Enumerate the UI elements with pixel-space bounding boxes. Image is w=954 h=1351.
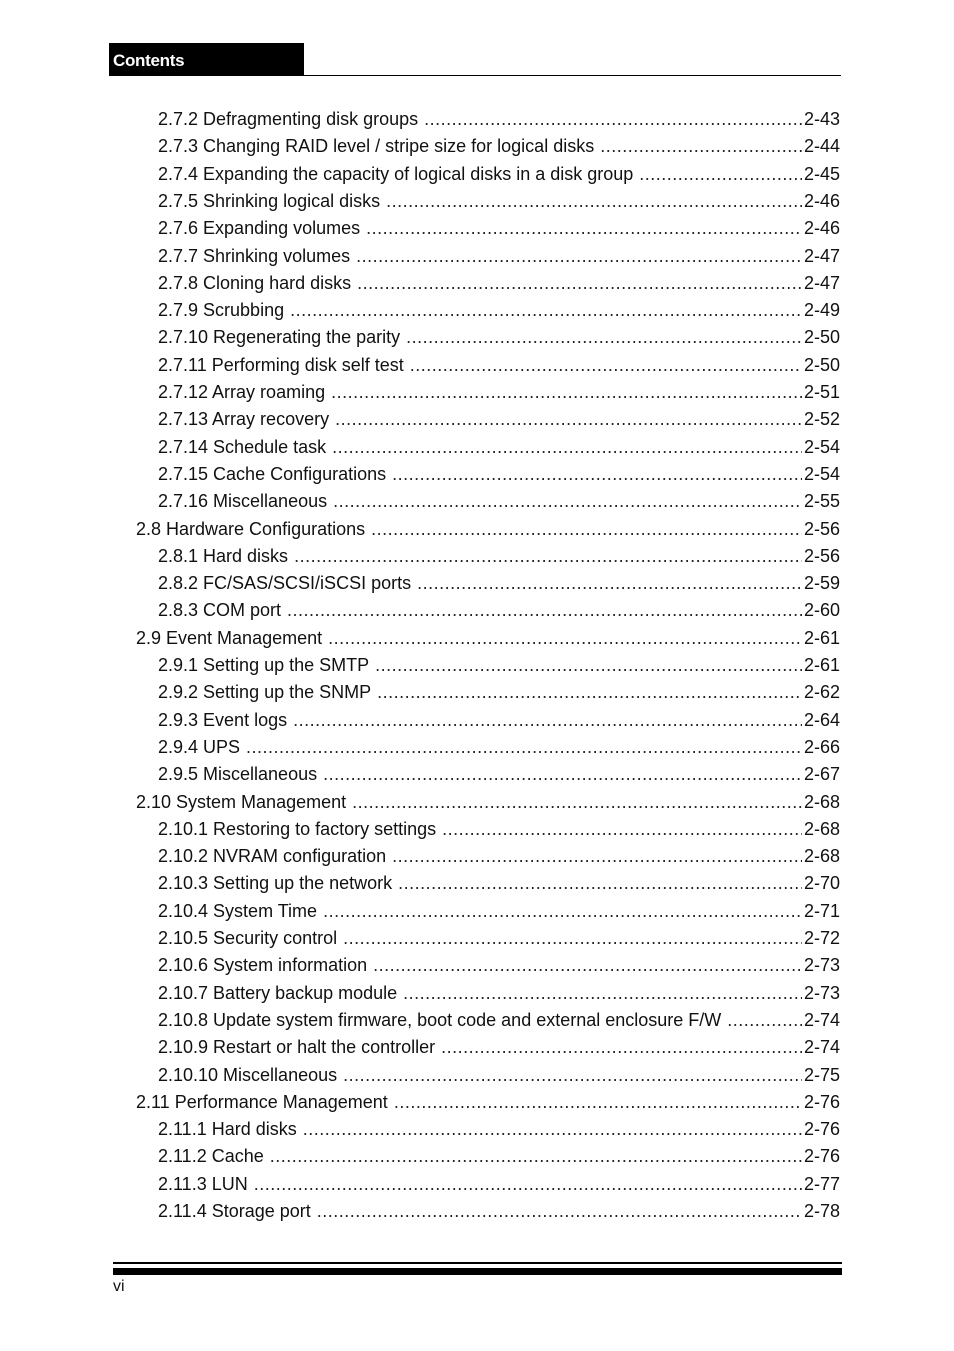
toc-subsection-entry[interactable] xyxy=(158,652,840,679)
toc-entry-page: 2-56 xyxy=(803,545,840,566)
toc-entry-title: 2.10.8 Update system firmware, boot code and external enclosure F/W xyxy=(158,1009,722,1030)
section-title: Contents xyxy=(113,51,185,70)
toc-entry-title: 2.11.3 LUN xyxy=(158,1173,248,1194)
toc-dot-leader xyxy=(290,297,802,324)
toc-entry-title: 2.7.4 Expanding the capacity of logical disks in a disk group xyxy=(158,163,634,184)
toc-dot-leader xyxy=(303,1116,802,1143)
toc-dot-leader xyxy=(424,106,802,133)
toc-dot-leader xyxy=(270,1143,802,1170)
toc-entry-title: 2.7.2 Defragmenting disk groups xyxy=(158,109,419,129)
toc-entry-title: 2.11.2 Cache xyxy=(158,1146,264,1167)
toc-entry-title: 2.9.4 UPS xyxy=(158,736,241,757)
toc-entry-title: 2.9.1 Setting up the SMTP xyxy=(158,655,370,675)
toc-dot-leader xyxy=(331,379,802,406)
toc-entry-page: 2-51 xyxy=(803,382,840,402)
toc-entry-page: 2-52 xyxy=(803,409,840,430)
toc-entry-page: 2-67 xyxy=(803,764,840,785)
toc-entry-page: 2-47 xyxy=(803,272,840,293)
page-number: vi xyxy=(113,1278,125,1295)
toc-subsection-entry[interactable] xyxy=(158,352,840,379)
toc-subsection-entry[interactable] xyxy=(158,898,840,925)
toc-entry-page: 2-76 xyxy=(803,1091,840,1112)
toc-entry-page: 2-68 xyxy=(803,791,840,812)
toc-entry-page: 2-61 xyxy=(803,655,840,675)
toc-entry-title: 2.10.3 Setting up the network xyxy=(158,873,393,894)
toc-entry-page: 2-54 xyxy=(803,436,840,457)
toc-entry-title: 2.8 Hardware Configurations xyxy=(136,518,366,539)
toc-entry-page: 2-60 xyxy=(803,600,840,621)
toc-subsection-entry[interactable] xyxy=(158,379,840,406)
toc-entry-title: 2.7.5 Shrinking logical disks xyxy=(158,190,381,211)
toc-subsection-entry[interactable] xyxy=(158,1143,840,1170)
toc-entry-title: 2.9.5 Miscellaneous xyxy=(158,764,318,785)
toc-dot-leader xyxy=(403,980,802,1007)
toc-subsection-entry[interactable] xyxy=(158,761,840,788)
toc-entry-page: 2-54 xyxy=(803,463,840,484)
toc-dot-leader xyxy=(332,434,802,461)
toc-entry-page: 2-46 xyxy=(803,218,840,239)
toc-entry-page: 2-70 xyxy=(803,873,840,894)
toc-entry-title: 2.10.4 System Time xyxy=(158,900,318,921)
toc-dot-leader xyxy=(254,1171,802,1198)
toc-dot-leader xyxy=(386,188,802,215)
toc-entry-title: 2.7.8 Cloning hard disks xyxy=(158,272,352,293)
toc-dot-leader xyxy=(442,816,802,843)
toc-subsection-entry[interactable] xyxy=(158,1007,840,1034)
toc-subsection-entry[interactable] xyxy=(158,215,840,242)
toc-entry-page: 2-75 xyxy=(803,1064,840,1085)
toc-subsection-entry[interactable] xyxy=(158,406,840,433)
toc-dot-leader xyxy=(352,789,802,816)
toc-subsection-entry[interactable] xyxy=(158,1116,840,1143)
toc-dot-leader xyxy=(323,898,802,925)
toc-dot-leader xyxy=(323,761,802,788)
toc-entry-title: 2.7.6 Expanding volumes xyxy=(158,218,361,239)
toc-entry-page: 2-56 xyxy=(803,518,840,539)
toc-dot-leader xyxy=(366,215,802,242)
toc-entry-page: 2-76 xyxy=(803,1119,840,1140)
toc-entry-title: 2.11.1 Hard disks xyxy=(158,1119,297,1140)
toc-subsection-entry[interactable] xyxy=(158,161,840,188)
toc-entry-page: 2-45 xyxy=(803,163,840,184)
toc-entry-page: 2-61 xyxy=(803,627,840,648)
toc-entry-page: 2-68 xyxy=(803,818,840,839)
toc-section-entry[interactable] xyxy=(136,1089,840,1116)
toc-entry-title: 2.7.11 Performing disk self test xyxy=(158,354,404,375)
toc-entry-title: 2.7.15 Cache Configurations xyxy=(158,463,387,484)
toc-dot-leader xyxy=(410,352,802,379)
toc-entry-title: 2.11.4 Storage port xyxy=(158,1201,311,1221)
toc-dot-leader xyxy=(639,161,802,188)
toc-entry-title: 2.8.1 Hard disks xyxy=(158,545,289,566)
toc-entry-page: 2-76 xyxy=(803,1146,840,1167)
toc-entry-title: 2.7.3 Changing RAID level / stripe size for logical disks xyxy=(158,136,595,157)
toc-entry-page: 2-55 xyxy=(803,491,840,512)
toc-subsection-entry[interactable] xyxy=(158,1062,840,1089)
section-header-tab xyxy=(109,43,304,76)
toc-subsection-entry[interactable] xyxy=(158,1034,840,1061)
toc-subsection-entry[interactable] xyxy=(158,816,840,843)
toc-subsection-entry[interactable] xyxy=(158,734,840,761)
toc-subsection-entry[interactable] xyxy=(158,297,840,324)
toc-entry-title: 2.10.9 Restart or halt the controller xyxy=(158,1037,436,1058)
toc-entry-title: 2.10.1 Restoring to factory settings xyxy=(158,818,437,839)
toc-dot-leader xyxy=(328,625,802,652)
toc-entry-title: 2.8.2 FC/SAS/SCSI/iSCSI ports xyxy=(158,573,412,594)
toc-entry-title: 2.9 Event Management xyxy=(136,627,323,648)
toc-entry-title: 2.7.9 Scrubbing xyxy=(158,300,285,321)
toc-entry-title: 2.7.14 Schedule task xyxy=(158,436,327,457)
toc-subsection-entry[interactable] xyxy=(158,597,840,624)
toc-dot-leader xyxy=(417,570,802,597)
toc-entry-page: 2-59 xyxy=(803,573,840,594)
toc-entry-page: 2-72 xyxy=(803,928,840,948)
toc-subsection-entry[interactable] xyxy=(158,324,840,351)
toc-entry-page: 2-47 xyxy=(803,245,840,266)
toc-dot-leader xyxy=(371,516,802,543)
toc-entry-title: 2.11 Performance Management xyxy=(136,1091,388,1112)
toc-subsection-entry[interactable] xyxy=(158,1171,840,1198)
toc-subsection-entry[interactable] xyxy=(158,679,840,706)
toc-subsection-entry[interactable] xyxy=(158,270,840,297)
toc-entry-page: 2-46 xyxy=(803,190,840,211)
toc-subsection-entry[interactable] xyxy=(158,843,840,870)
toc-dot-leader xyxy=(293,707,802,734)
toc-section-entry[interactable] xyxy=(136,789,840,816)
toc-dot-leader xyxy=(398,870,802,897)
toc-entry-title: 2.10.6 System information xyxy=(158,955,368,976)
toc-entry-page: 2-78 xyxy=(803,1201,840,1221)
toc-entry-page: 2-77 xyxy=(803,1173,840,1194)
toc-subsection-entry[interactable] xyxy=(158,106,840,133)
toc-entry-page: 2-66 xyxy=(803,736,840,757)
toc-dot-leader xyxy=(356,243,802,270)
toc-entry-page: 2-49 xyxy=(803,300,840,321)
toc-entry-page: 2-43 xyxy=(803,109,840,129)
toc-subsection-entry[interactable] xyxy=(158,1198,840,1225)
toc-dot-leader xyxy=(600,133,802,160)
toc-entry-page: 2-74 xyxy=(803,1037,840,1058)
toc-entry-title: 2.7.12 Array roaming xyxy=(158,382,326,402)
toc-subsection-entry[interactable] xyxy=(158,188,840,215)
toc-subsection-entry[interactable] xyxy=(158,870,840,897)
toc-section-entry[interactable] xyxy=(136,516,840,543)
toc-subsection-entry[interactable] xyxy=(158,707,840,734)
toc-dot-leader xyxy=(357,270,802,297)
toc-subsection-entry[interactable] xyxy=(158,570,840,597)
toc-subsection-entry[interactable] xyxy=(158,952,840,979)
toc-entry-title: 2.9.2 Setting up the SNMP xyxy=(158,682,372,703)
toc-dot-leader xyxy=(317,1198,802,1225)
toc-entry-page: 2-44 xyxy=(803,136,840,157)
toc-subsection-entry[interactable] xyxy=(158,543,840,570)
toc-entry-title: 2.10.5 Security control xyxy=(158,928,338,948)
toc-entry-title: 2.10.10 Miscellaneous xyxy=(158,1064,338,1085)
toc-subsection-entry[interactable] xyxy=(158,434,840,461)
toc-dot-leader xyxy=(333,488,802,515)
toc-dot-leader xyxy=(287,597,802,624)
toc-entry-page: 2-62 xyxy=(803,682,840,703)
toc-dot-leader xyxy=(246,734,802,761)
toc-dot-leader xyxy=(373,952,802,979)
toc-dot-leader xyxy=(335,406,802,433)
toc-dot-leader xyxy=(727,1007,802,1034)
toc-dot-leader xyxy=(441,1034,802,1061)
toc-entry-page: 2-73 xyxy=(803,955,840,976)
toc-entry-title: 2.7.10 Regenerating the parity xyxy=(158,327,401,348)
toc-section-entry[interactable] xyxy=(136,625,840,652)
toc-subsection-entry[interactable] xyxy=(158,980,840,1007)
toc-dot-leader xyxy=(394,1089,802,1116)
toc-entry-page: 2-50 xyxy=(803,354,840,375)
toc-entry-title: 2.10.7 Battery backup module xyxy=(158,982,398,1003)
toc-dot-leader xyxy=(343,1062,802,1089)
toc-entry-page: 2-64 xyxy=(803,709,840,730)
toc-dot-leader xyxy=(343,925,802,952)
toc-dot-leader xyxy=(377,679,802,706)
toc-entry-title: 2.10 System Management xyxy=(136,791,347,812)
toc-entry-page: 2-68 xyxy=(803,846,840,867)
toc-dot-leader xyxy=(294,543,802,570)
toc-subsection-entry[interactable] xyxy=(158,243,840,270)
toc-entry-title: 2.7.7 Shrinking volumes xyxy=(158,245,351,266)
toc-subsection-entry[interactable] xyxy=(158,925,840,952)
toc-subsection-entry[interactable] xyxy=(158,133,840,160)
toc-entry-title: 2.7.16 Miscellaneous xyxy=(158,491,328,512)
toc-dot-leader xyxy=(392,461,802,488)
header-rule xyxy=(304,75,841,76)
toc-entry-page: 2-50 xyxy=(803,327,840,348)
toc-entry-title: 2.9.3 Event logs xyxy=(158,709,288,730)
toc-subsection-entry[interactable] xyxy=(158,488,840,515)
toc-entry-page: 2-73 xyxy=(803,982,840,1003)
footer-rule-thick xyxy=(113,1268,842,1275)
toc-entry-page: 2-71 xyxy=(803,900,840,921)
toc-dot-leader xyxy=(375,652,802,679)
toc-entry-title: 2.7.13 Array recovery xyxy=(158,409,330,430)
toc-dot-leader xyxy=(406,324,802,351)
toc-entry-page: 2-74 xyxy=(803,1009,840,1030)
toc-dot-leader xyxy=(392,843,802,870)
toc-subsection-entry[interactable] xyxy=(158,461,840,488)
footer-rule-thin xyxy=(113,1262,842,1264)
toc-entry-title: 2.10.2 NVRAM configuration xyxy=(158,846,387,867)
toc-entry-title: 2.8.3 COM port xyxy=(158,600,282,621)
